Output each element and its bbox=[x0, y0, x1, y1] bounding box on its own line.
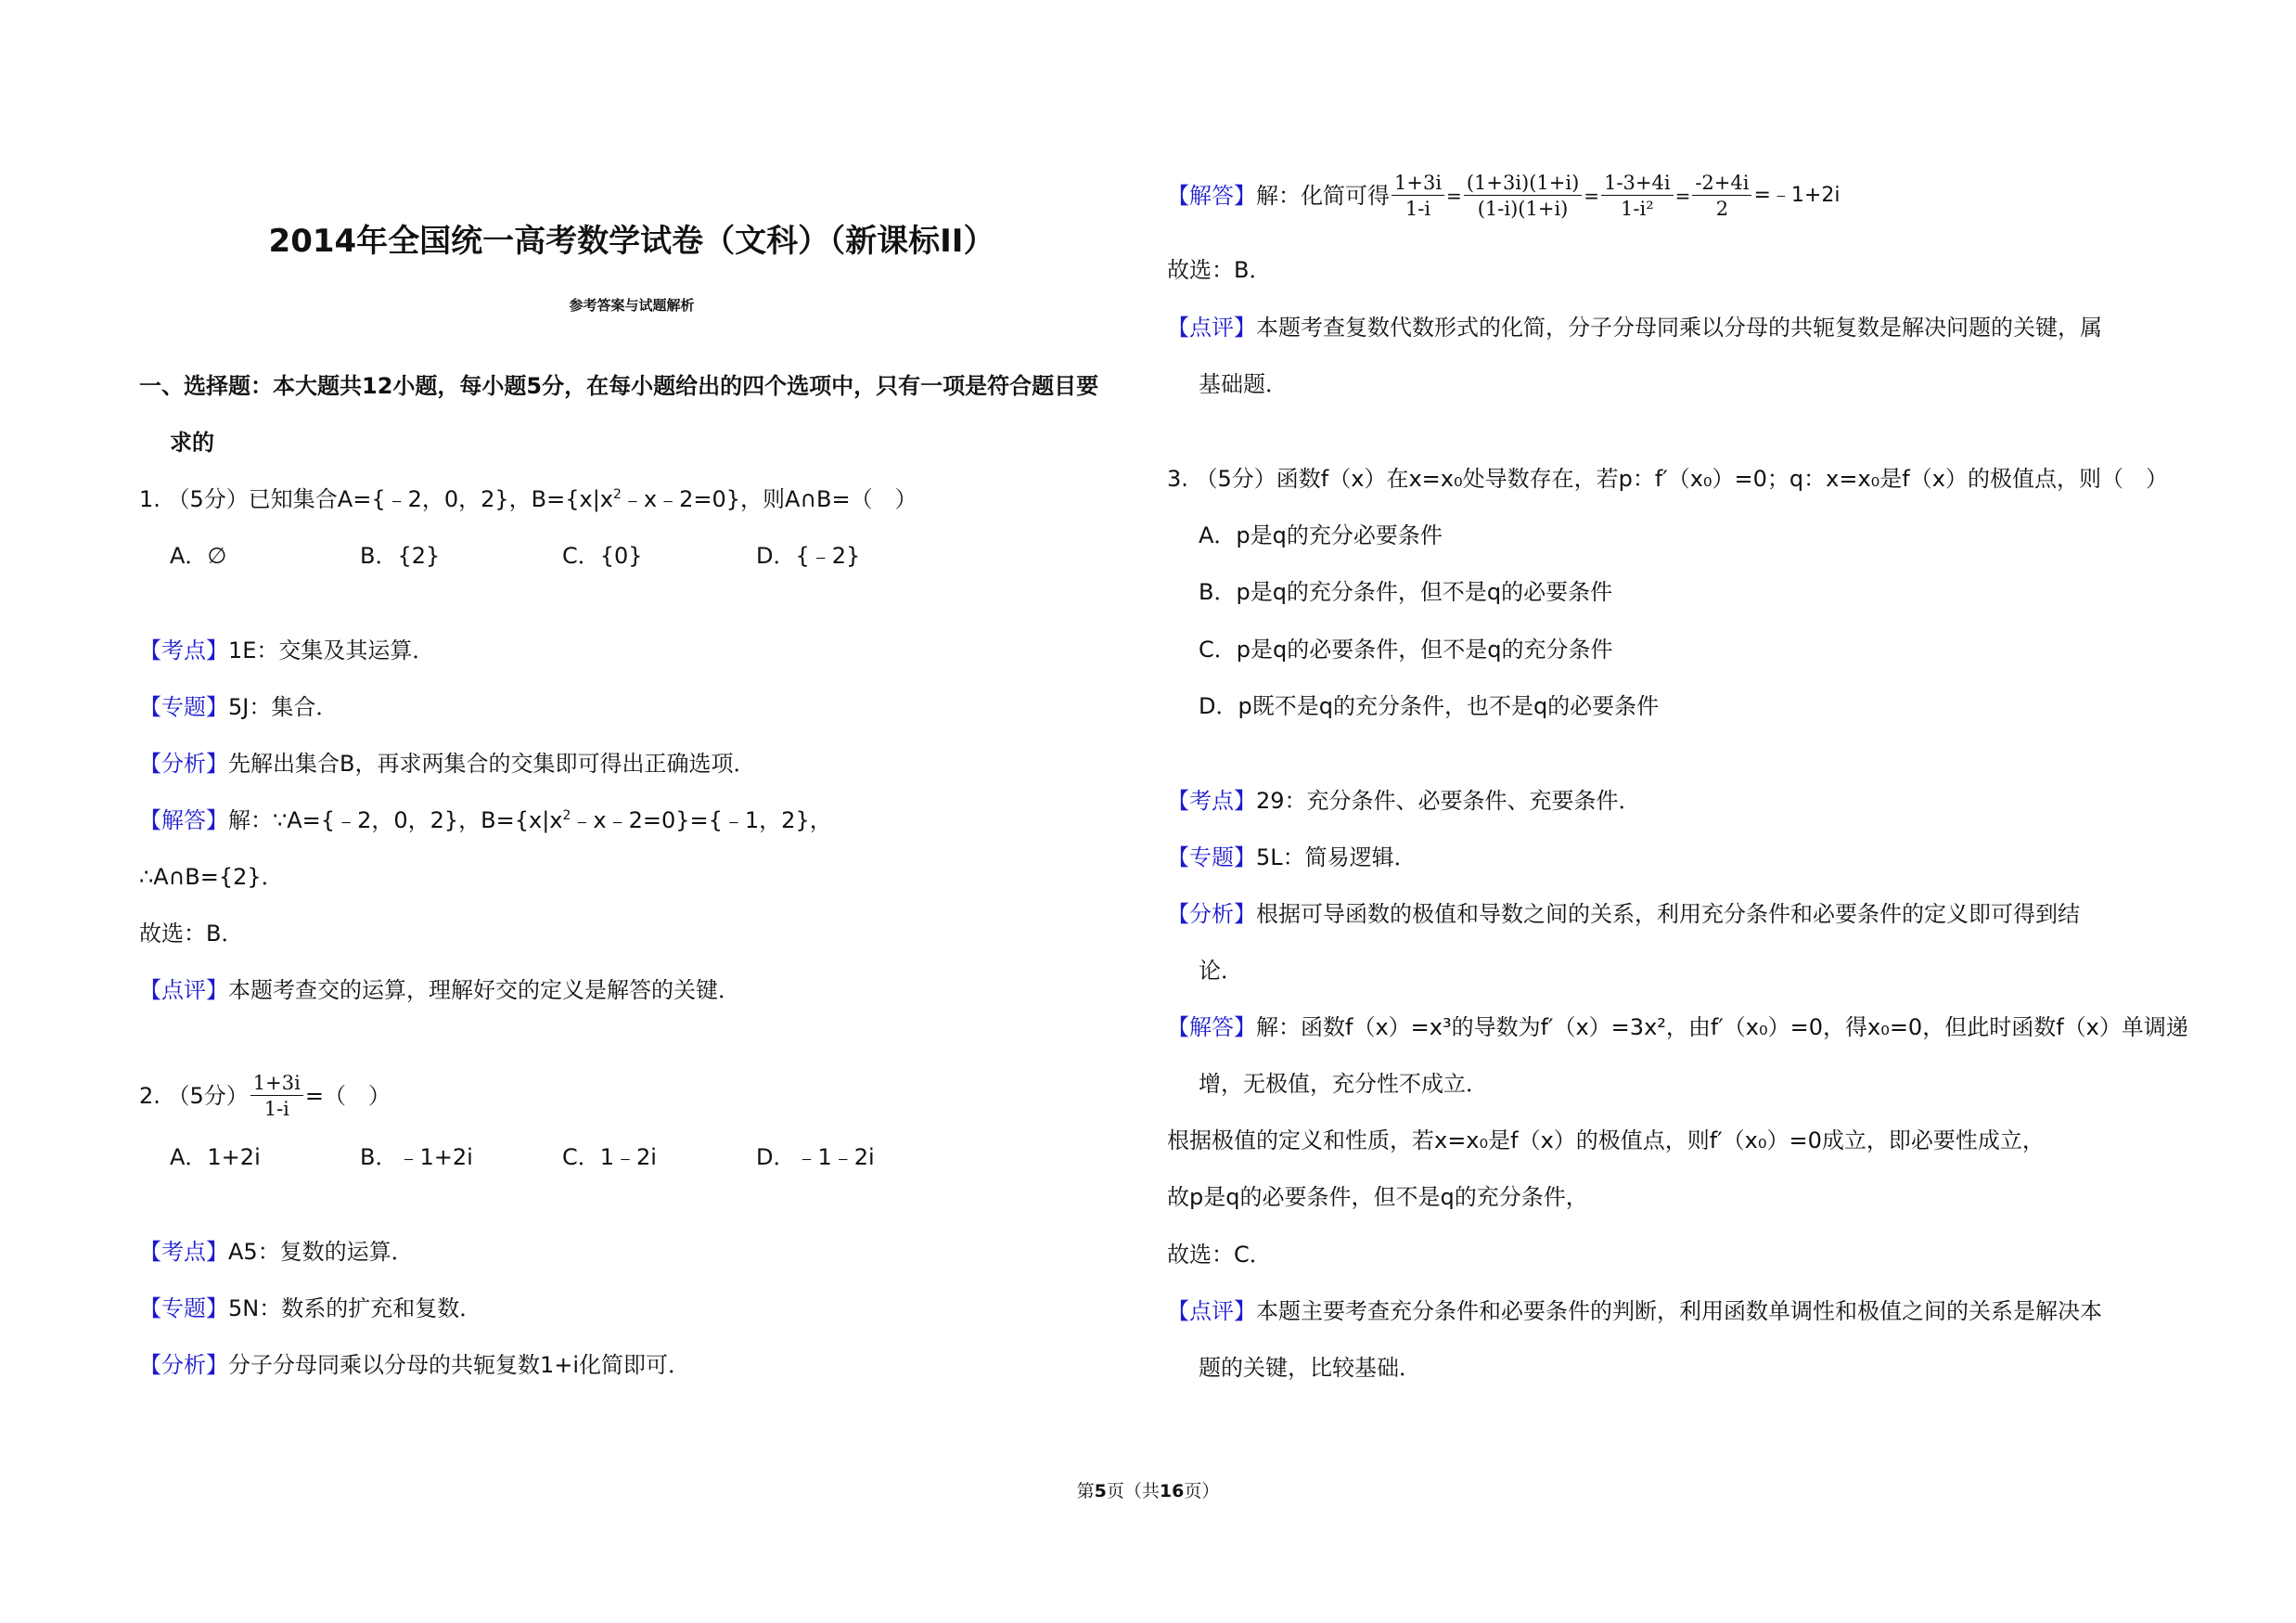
q3-jieda-line4: 故p是q的必要条件，但不是q的充分条件， bbox=[1167, 1184, 1588, 1210]
q2-option-a: A．1+2i bbox=[170, 1144, 261, 1170]
q3-jieda-line2: 增，无极值，充分性不成立． bbox=[1199, 1071, 1488, 1097]
q2-jieda-frac-1: $\frac{1+3i}{1-i}$ bbox=[1392, 171, 1444, 222]
fenxi-label: 【分析】 bbox=[139, 751, 228, 777]
page-title: 2014年全国统一高考数学试卷（文科）（新课标II） bbox=[268, 223, 995, 260]
q1-fenxi: 【分析】先解出集合B，再求两集合的交集即可得出正确选项． bbox=[139, 751, 756, 777]
q1-jieda: 【解答】解：∵A={﹣2，0，2}，$B=\{x|x^2﹣x﹣2=0\}=\{﹣1$，2}， bbox=[139, 807, 832, 833]
q1-option-b: B．{2} bbox=[360, 543, 441, 569]
fenxi-label: 【分析】 bbox=[1167, 901, 1256, 927]
zhuanti-label: 【专题】 bbox=[139, 1295, 228, 1321]
q1-jieda-line2: ∴A∩B={2}． bbox=[139, 864, 284, 890]
section-heading-line1: 一、选择题：本大题共12小题，每小题5分，在每小题给出的四个选项中，只有一项是符合题目要 bbox=[139, 373, 1099, 399]
q3-jieda: 【解答】解：函数f（x）=x³的导数为f′（x）=3x²，由f′（x₀）=0，得x₀=0，但此时函数f（x）单调递 bbox=[1167, 1014, 2188, 1040]
q1-dianping: 【点评】本题考查交的运算，理解好交的定义是解答的关键． bbox=[139, 977, 740, 1003]
kaodian-label: 【考点】 bbox=[1167, 788, 1256, 814]
q2-jieda-frac-4: $\frac{-2+4i}{2}$ bbox=[1692, 171, 1751, 222]
section-heading-line2: 求的 bbox=[170, 430, 214, 456]
dianping-label: 【点评】 bbox=[1167, 1298, 1256, 1324]
q1-zhuanti: 【专题】5J：集合． bbox=[139, 694, 339, 720]
jieda-label: 【解答】 bbox=[1167, 1014, 1256, 1040]
q2-option-b: B．﹣1+2i bbox=[360, 1144, 473, 1170]
dianping-label: 【点评】 bbox=[139, 977, 228, 1003]
q3-jieda-line3: 根据极值的定义和性质，若x=x₀是f（x）的极值点，则f′（x₀）=0成立，即必要性成立， bbox=[1167, 1127, 2045, 1153]
dianping-label: 【点评】 bbox=[1167, 315, 1256, 341]
zhuanti-label: 【专题】 bbox=[1167, 844, 1256, 870]
q3-option-a: A．p是q的充分必要条件 bbox=[1199, 522, 1443, 548]
q1-option-a: A．∅ bbox=[170, 543, 227, 569]
q3-option-d: D．p既不是q的充分条件，也不是q的必要条件 bbox=[1199, 693, 1660, 719]
q2-jieda-frac-3: $\frac{1-3+4i}{\text{1-i²}}$ bbox=[1601, 171, 1674, 222]
q2-option-c: C．1﹣2i bbox=[562, 1144, 657, 1170]
question-3-stem: 3. （5分）函数f（x）在x=x₀处导数存在，若p：f′（x₀）=0；q：x=x₀是f（x）的极值点，则（ ） bbox=[1167, 466, 2168, 492]
question-2-stem: 2. （5分） $\frac{1+3i}{1-i}$ =（ ） bbox=[139, 1071, 391, 1120]
q2-kaodian: 【考点】A5：复数的运算． bbox=[139, 1239, 414, 1265]
q1-kaodian: 【考点】1E：交集及其运算． bbox=[139, 638, 435, 663]
q3-option-c: C．p是q的必要条件，但不是q的充分条件 bbox=[1199, 637, 1613, 663]
q3-dianping: 【点评】本题主要考查充分条件和必要条件的判断，利用函数单调性和极值之间的关系是解决本 bbox=[1167, 1298, 2102, 1324]
q3-zhuanti: 【专题】5L：简易逻辑． bbox=[1167, 844, 1417, 870]
page-footer: 第5页（共16页） bbox=[1076, 1481, 1220, 1501]
q3-option-b: B．p是q的充分条件，但不是q的必要条件 bbox=[1199, 579, 1613, 605]
q2-option-d: D．﹣1﹣2i bbox=[756, 1144, 875, 1170]
q3-fenxi: 【分析】根据可导函数的极值和导数之间的关系，利用充分条件和必要条件的定义即可得到结 bbox=[1167, 901, 2080, 927]
q3-answer: 故选：C． bbox=[1167, 1242, 1272, 1268]
q2-jieda: 【解答】解：化简可得 $\frac{1+3i}{1-i}$ = $\frac{(1+3i)(1+i)}{(1-i)(1+i)}$ = $\frac{1-3+4i}{\text{1-i²}}$ = $\frac{-2+4i}{2}$ =﹣1+2i bbox=[1167, 171, 1841, 220]
q2-dianping: 【点评】本题考查复数代数形式的化简，分子分母同乘以分母的共轭复数是解决问题的关键，属 bbox=[1167, 315, 2102, 341]
q3-kaodian: 【考点】29：充分条件、必要条件、充要条件． bbox=[1167, 788, 1641, 814]
zhuanti-label: 【专题】 bbox=[139, 694, 228, 720]
q1-option-c: C．{0} bbox=[562, 543, 643, 569]
fenxi-label: 【分析】 bbox=[139, 1352, 228, 1378]
q3-dianping-line2: 题的关键，比较基础． bbox=[1199, 1355, 1421, 1381]
q2-answer: 故选：B． bbox=[1167, 257, 1272, 283]
jieda-label: 【解答】 bbox=[1167, 183, 1256, 209]
q2-fraction: $\frac{1+3i}{1-i}$ bbox=[250, 1071, 303, 1122]
q1-option-d: D．{﹣2} bbox=[756, 543, 861, 569]
total-page-count: 16 bbox=[1159, 1481, 1185, 1501]
q2-jieda-frac-2: $\frac{(1+3i)(1+i)}{(1-i)(1+i)}$ bbox=[1464, 171, 1582, 222]
q3-fenxi-line2: 论． bbox=[1199, 958, 1243, 984]
kaodian-label: 【考点】 bbox=[139, 1239, 228, 1265]
q2-zhuanti: 【专题】5N：数系的扩充和复数． bbox=[139, 1295, 482, 1321]
jieda-label: 【解答】 bbox=[139, 807, 228, 833]
page-subtitle: 参考答案与试题解析 bbox=[569, 297, 695, 314]
q1-answer: 故选：B． bbox=[139, 921, 244, 947]
question-1-stem: 1. （5分）已知集合A={﹣2，0，2}，$B=\{x|x^2﹣x﹣2=0\}$，则A∩B=（ ） bbox=[139, 486, 917, 512]
q2-dianping-line2: 基础题． bbox=[1199, 371, 1288, 397]
q2-fenxi: 【分析】分子分母同乘以分母的共轭复数1+i化简即可． bbox=[139, 1352, 691, 1378]
kaodian-label: 【考点】 bbox=[139, 638, 228, 663]
current-page-number: 5 bbox=[1094, 1481, 1107, 1501]
